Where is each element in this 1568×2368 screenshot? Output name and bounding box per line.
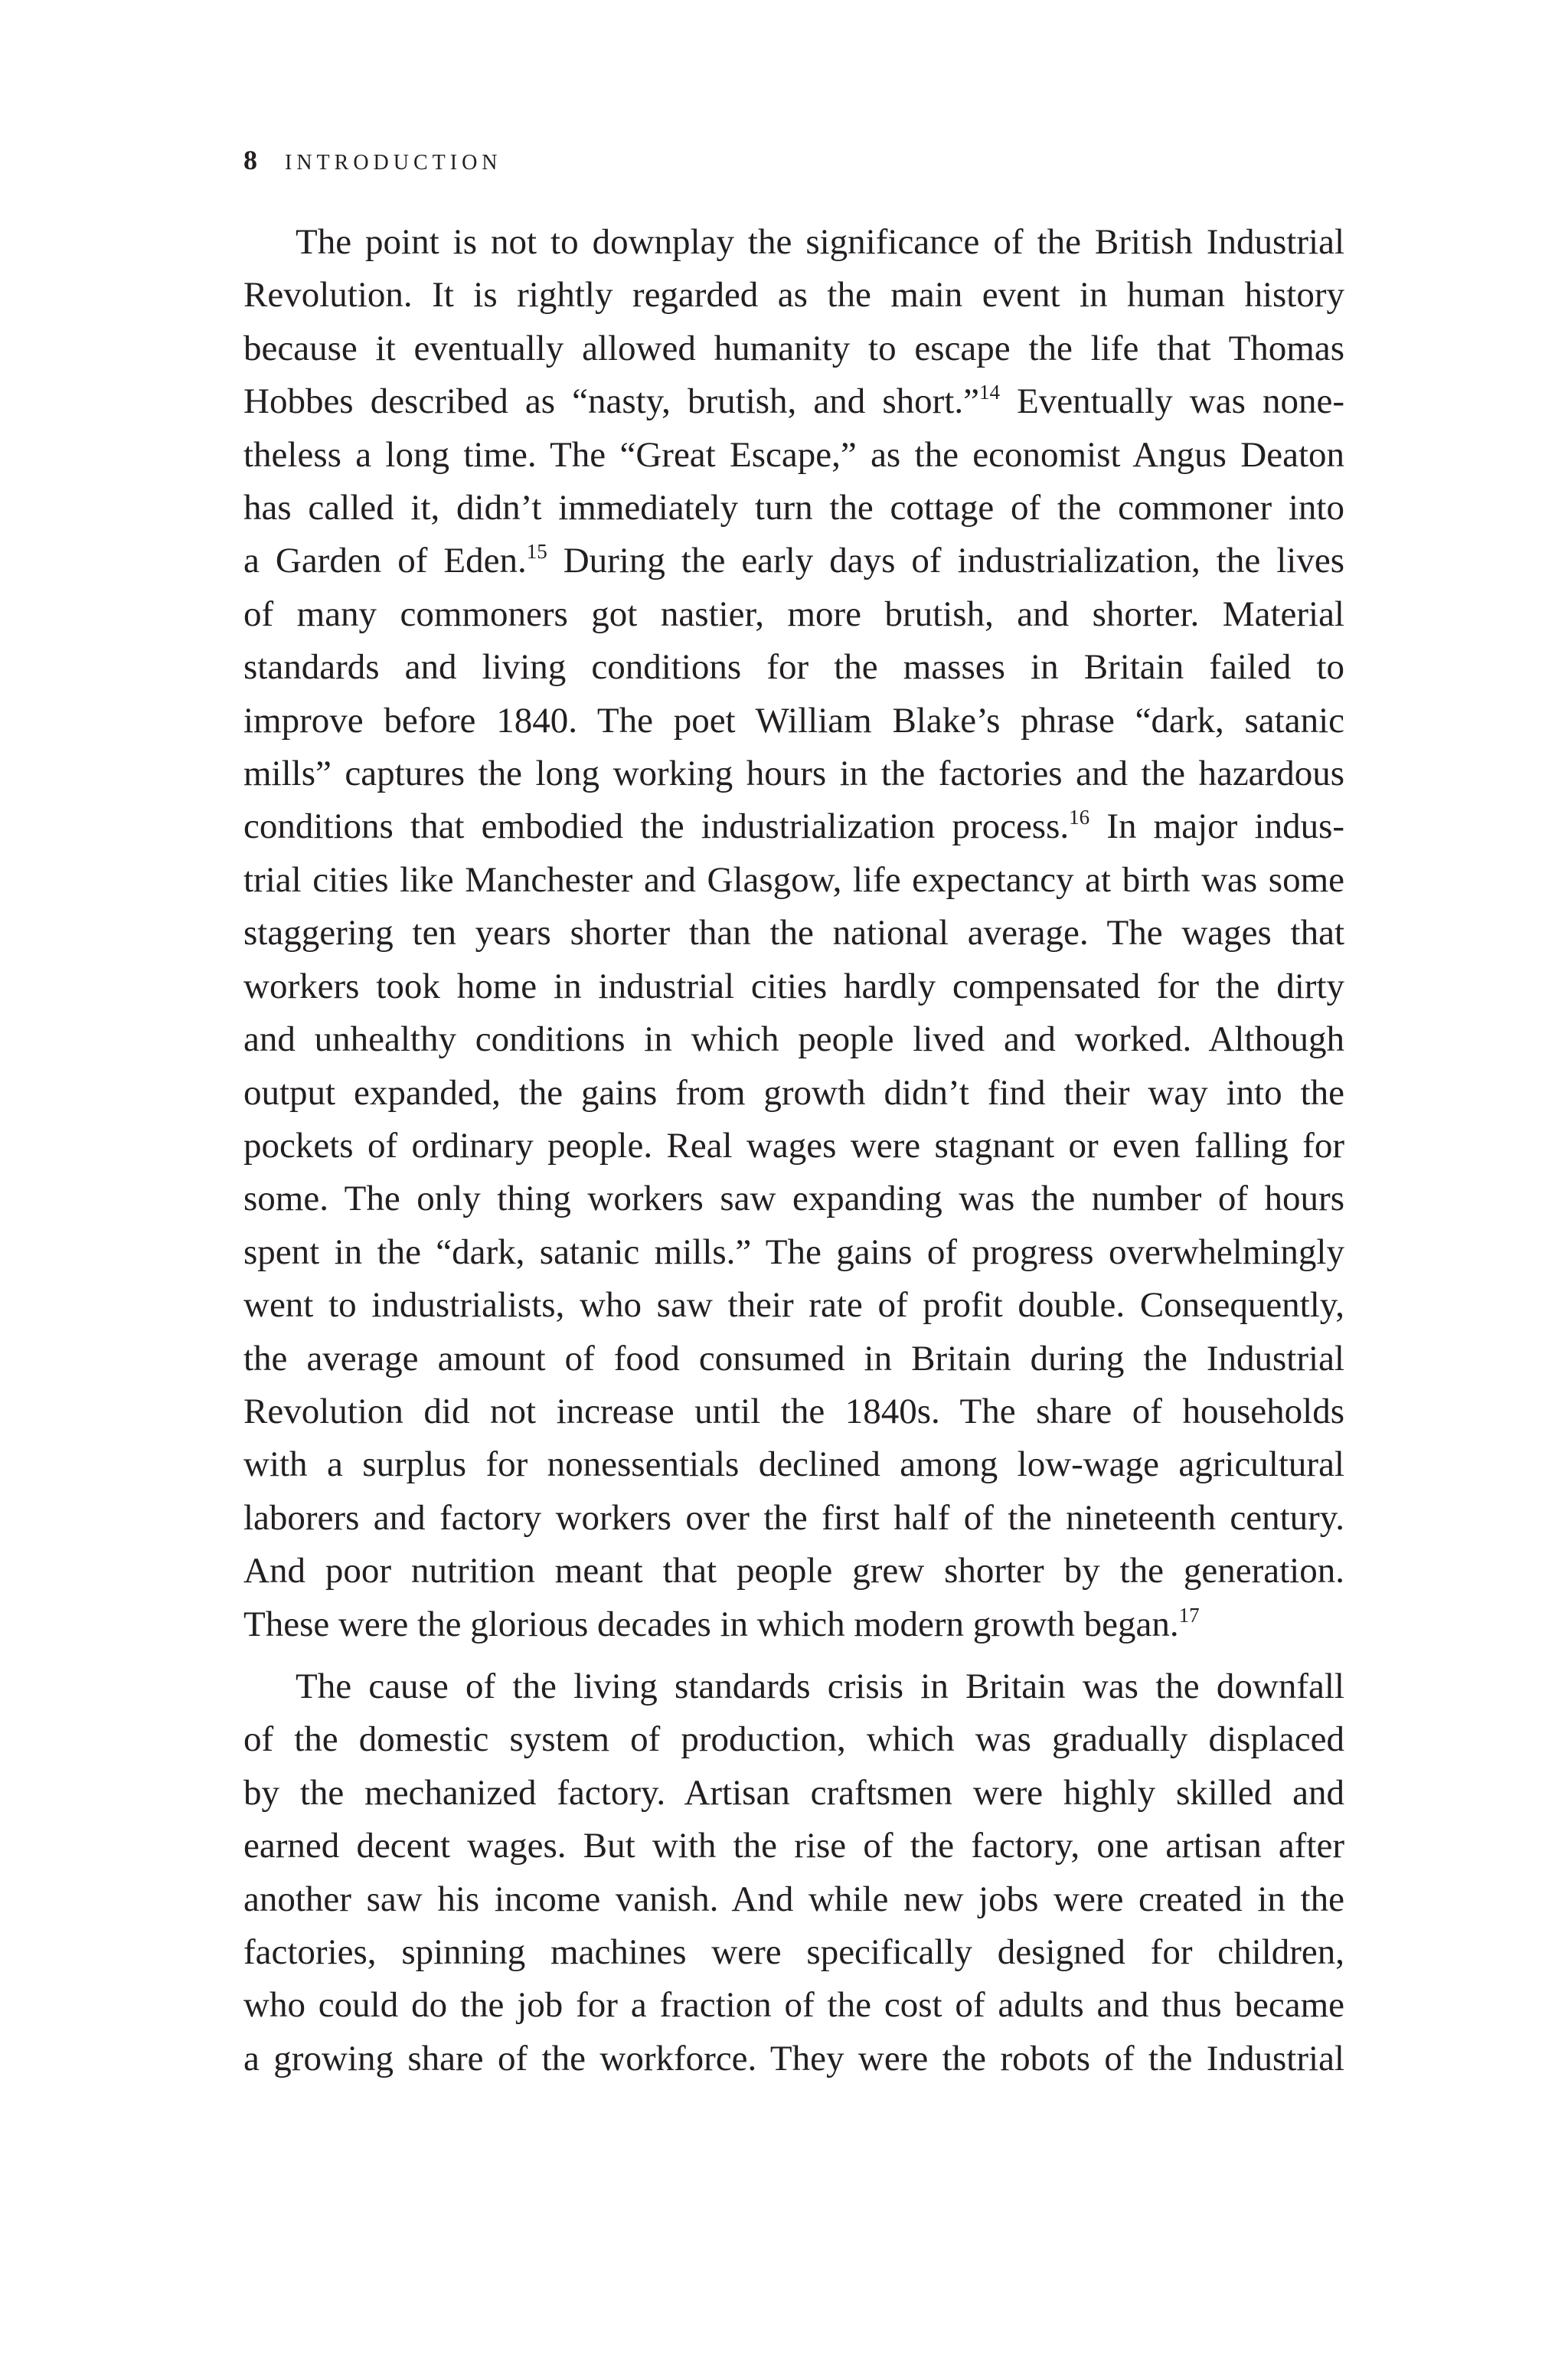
text-line: went to industrialists, who saw their rate of profit double. Consequently, (243, 1285, 1344, 1326)
paragraph-1 (243, 216, 1344, 1651)
text-line: output expanded, the gains from growth didn’t find their way into the (243, 1072, 1344, 1113)
text-line: The cause of the living standards crisis in Britain was the downfall (296, 1666, 1344, 1706)
text-line: conditions that embodied the industrialization process.$^{16}$ In major indus- (243, 806, 1345, 847)
text-line: Revolution. It is rightly regarded as the main event in human history (243, 275, 1344, 316)
paragraph-2 (243, 1660, 1344, 2085)
page-number: 8 (243, 145, 257, 175)
footnote-ref-15[interactable]: 15 (526, 540, 547, 564)
text-line: has called it, didn’t immediately turn the cottage of the commoner into (243, 488, 1344, 528)
text-line: with a surplus for nonessentials declined among low-wage agricultural (243, 1444, 1344, 1485)
text-line: workers took home in industrial cities hardly compensated for the dirty (243, 966, 1344, 1006)
footnote-ref-17[interactable]: 17 (1178, 1603, 1200, 1627)
text-line: of many commoners got nastier, more brutish, and shorter. Material (243, 594, 1344, 634)
text-line: mills” captures the long working hours in the factories and the hazardous (243, 754, 1344, 794)
text-line: because it eventually allowed humanity to escape the life that Thomas (243, 328, 1344, 368)
text-line: another saw his income vanish. And while new jobs were created in the (243, 1879, 1344, 1919)
text-line: improve before 1840. The poet William Blake’s phrase “dark, satanic (243, 700, 1344, 741)
section-title: INTRODUCTION (285, 151, 502, 175)
text-line: a growing share of the workforce. They were the robots of the Industrial (243, 2038, 1344, 2079)
text-line: and unhealthy conditions in which people lived and worked. Although (243, 1019, 1344, 1060)
text-line: who could do the job for a fraction of the cost of adults and thus became (243, 1985, 1344, 2026)
text-line: spent in the “dark, satanic mills.” The gains of progress overwhelmingly (243, 1231, 1344, 1272)
text-line: of the domestic system of production, which was gradually displaced (243, 1719, 1344, 1760)
text-line: trial cities like Manchester and Glasgow, life expectancy at birth was some (243, 859, 1344, 900)
text-line: factories, spinning machines were specifically designed for children, (243, 1932, 1344, 1972)
text-line: some. The only thing workers saw expanding was the number of hours (243, 1179, 1344, 1219)
text-line: staggering ten years shorter than the national average. The wages that (243, 913, 1344, 953)
text-line: laborers and factory workers over the first half of the nineteenth century. (243, 1497, 1344, 1538)
text-line: standards and living conditions for the masses in Britain failed to (243, 647, 1344, 688)
text-line: These were the glorious decades in which modern growth began.$^{17}$ (243, 1603, 1200, 1644)
text-line: by the mechanized factory. Artisan craftsmen were highly skilled and (243, 1772, 1344, 1813)
text-line: theless a long time. The “Great Escape,” as the economist Angus Deaton (243, 434, 1344, 475)
footnote-ref-14[interactable]: 14 (978, 381, 1000, 404)
text-line: Hobbes described as “nasty, brutish, and short.”$^{14}$ Eventually was none- (243, 381, 1344, 422)
body-text (243, 216, 1344, 2085)
text-line: And poor nutrition meant that people grew shorter by the generation. (243, 1551, 1344, 1591)
text-line: The point is not to downplay the significance of the British Industrial (296, 222, 1344, 262)
text-line: a Garden of Eden.$^{15}$ During the early days of industrialization, the lives (243, 540, 1344, 581)
text-line: the average amount of food consumed in Britain during the Industrial (243, 1338, 1344, 1379)
text-line: pockets of ordinary people. Real wages were stagnant or even falling for (243, 1125, 1344, 1166)
text-line: earned decent wages. But with the rise of the factory, one artisan after (243, 1826, 1344, 1866)
footnote-ref-16[interactable]: 16 (1069, 806, 1090, 829)
text-line: Revolution did not increase until the 1840s. The share of households (243, 1391, 1344, 1431)
running-head (243, 144, 502, 182)
